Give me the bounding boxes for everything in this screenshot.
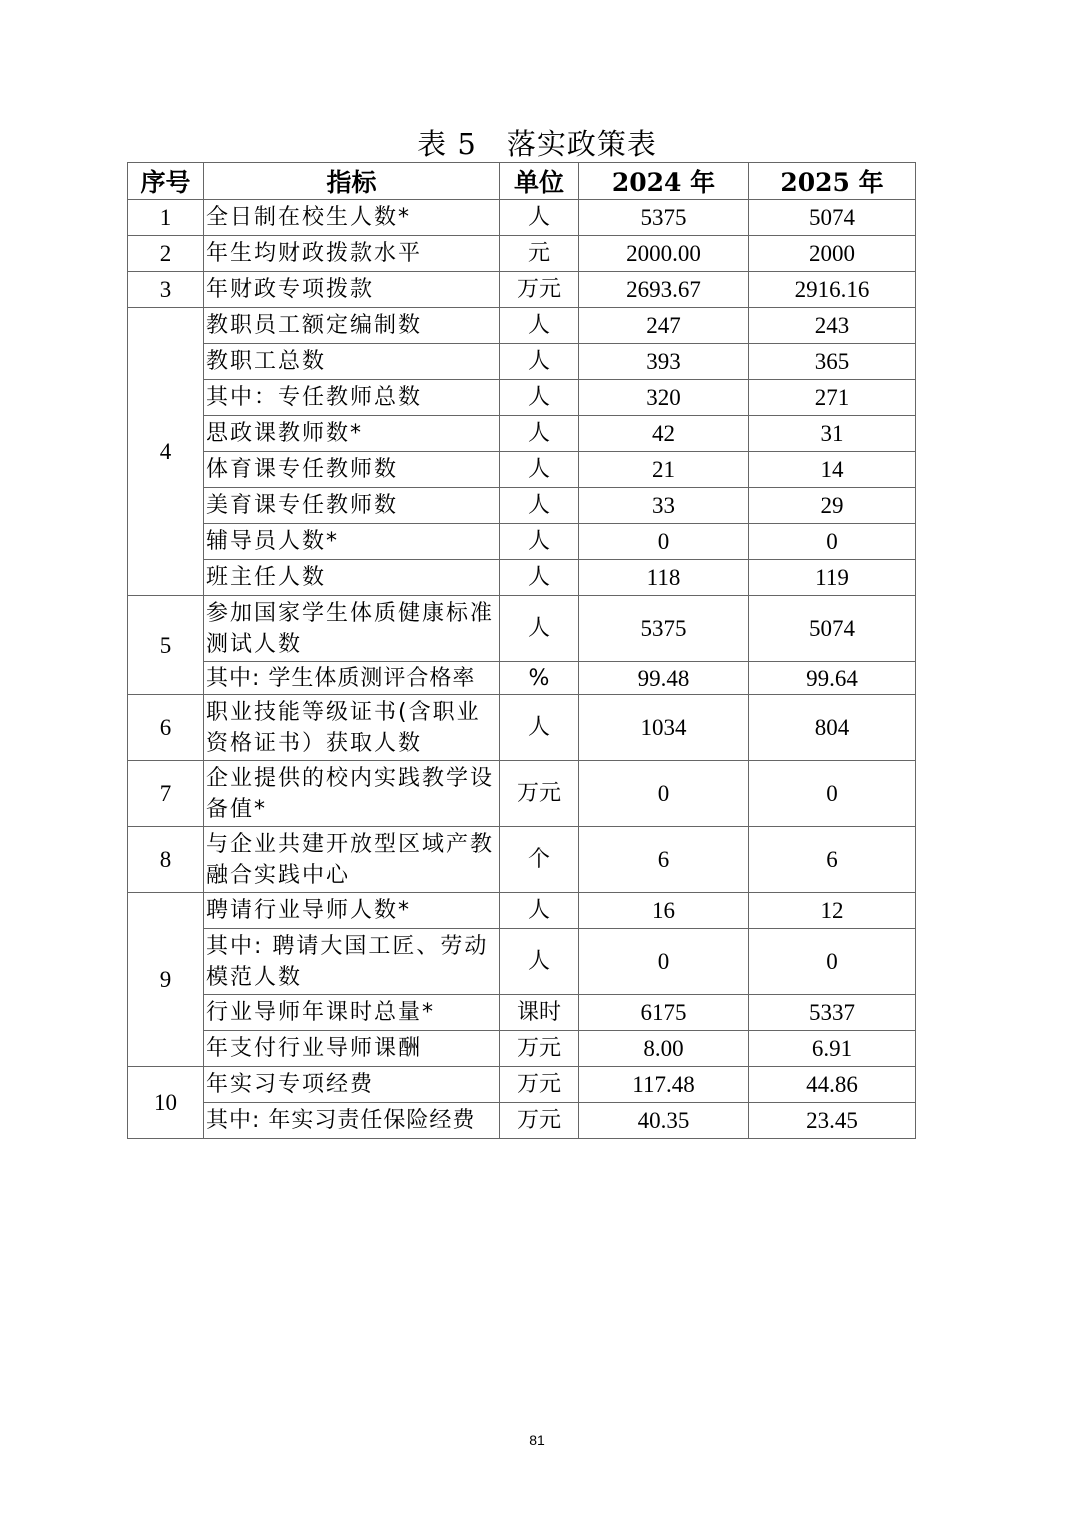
- unit-cell: 万元: [500, 1031, 579, 1067]
- value-2024-cell: 0: [579, 524, 749, 560]
- value-2024-cell: 118: [579, 560, 749, 596]
- indicator-cell: 教职工总数: [204, 344, 500, 380]
- unit-cell: 人: [500, 695, 579, 761]
- value-2024-cell: 0: [579, 929, 749, 995]
- value-2025-cell: 2000: [749, 236, 916, 272]
- unit-cell: 万元: [500, 761, 579, 827]
- seq-cell: 4: [128, 308, 204, 596]
- unit-cell: 人: [500, 488, 579, 524]
- unit-cell: 人: [500, 893, 579, 929]
- seq-cell: 3: [128, 272, 204, 308]
- value-2025-cell: 6.91: [749, 1031, 916, 1067]
- table-row: [128, 452, 916, 488]
- indicator-cell: 年支付行业导师课酬: [204, 1031, 500, 1067]
- unit-cell: 万元: [500, 1067, 579, 1103]
- unit-cell: 课时: [500, 995, 579, 1031]
- indicator-cell: 企业提供的校内实践教学设备值*: [204, 761, 500, 827]
- table-row: [128, 893, 916, 929]
- value-2024-cell: 99.48: [579, 662, 749, 695]
- value-2024-cell: 21: [579, 452, 749, 488]
- value-2025-cell: 5074: [749, 596, 916, 662]
- indicator-cell: 职业技能等级证书(含职业资格证书）获取人数: [204, 695, 500, 761]
- header-seq: 序号: [128, 163, 204, 200]
- seq-cell: 6: [128, 695, 204, 761]
- unit-cell: 万元: [500, 272, 579, 308]
- table-row: [128, 662, 916, 695]
- table-row: [128, 344, 916, 380]
- value-2024-cell: 42: [579, 416, 749, 452]
- value-2025-cell: 0: [749, 929, 916, 995]
- table-row: [128, 1067, 916, 1103]
- unit-cell: 人: [500, 596, 579, 662]
- table-row: [128, 827, 916, 893]
- page-number: 81: [529, 1432, 545, 1448]
- value-2024-cell: 320: [579, 380, 749, 416]
- table-row: [128, 524, 916, 560]
- indicator-cell: 其中: 年实习责任保险经费: [204, 1103, 500, 1139]
- value-2024-cell: 5375: [579, 200, 749, 236]
- unit-cell: 人: [500, 380, 579, 416]
- seq-cell: 1: [128, 200, 204, 236]
- indicator-cell: 其中: 聘请大国工匠、劳动模范人数: [204, 929, 500, 995]
- indicator-cell: 其中: 学生体质测评合格率: [204, 662, 500, 695]
- value-2024-cell: 247: [579, 308, 749, 344]
- table-row: [128, 200, 916, 236]
- unit-cell: 人: [500, 416, 579, 452]
- value-2025-cell: 31: [749, 416, 916, 452]
- seq-cell: 5: [128, 596, 204, 695]
- indicator-cell: 年实习专项经费: [204, 1067, 500, 1103]
- seq-cell: 2: [128, 236, 204, 272]
- header-2024: 2024 年: [579, 163, 749, 200]
- table-row: [128, 272, 916, 308]
- value-2025-cell: 29: [749, 488, 916, 524]
- value-2024-cell: 0: [579, 761, 749, 827]
- value-2025-cell: 5074: [749, 200, 916, 236]
- indicator-cell: 聘请行业导师人数*: [204, 893, 500, 929]
- table-row: [128, 308, 916, 344]
- table-row: [128, 236, 916, 272]
- table-row: [128, 560, 916, 596]
- value-2025-cell: 271: [749, 380, 916, 416]
- table-row: [128, 1031, 916, 1067]
- unit-cell: 元: [500, 236, 579, 272]
- unit-cell: 人: [500, 524, 579, 560]
- value-2024-cell: 33: [579, 488, 749, 524]
- header-2025: 2025 年: [749, 163, 916, 200]
- indicator-cell: 全日制在校生人数*: [204, 200, 500, 236]
- policy-table: [127, 162, 916, 1139]
- value-2025-cell: 23.45: [749, 1103, 916, 1139]
- value-2025-cell: 6: [749, 827, 916, 893]
- value-2025-cell: 44.86: [749, 1067, 916, 1103]
- value-2024-cell: 6: [579, 827, 749, 893]
- header-unit: 单位: [500, 163, 579, 200]
- unit-cell: 万元: [500, 1103, 579, 1139]
- seq-cell: 7: [128, 761, 204, 827]
- unit-cell: 人: [500, 452, 579, 488]
- indicator-cell: 班主任人数: [204, 560, 500, 596]
- indicator-cell: 行业导师年课时总量*: [204, 995, 500, 1031]
- value-2024-cell: 6175: [579, 995, 749, 1031]
- table-row: [128, 995, 916, 1031]
- unit-cell: 个: [500, 827, 579, 893]
- seq-cell: 8: [128, 827, 204, 893]
- table-row: [128, 596, 916, 662]
- unit-cell: 人: [500, 344, 579, 380]
- value-2024-cell: 2000.00: [579, 236, 749, 272]
- value-2025-cell: 0: [749, 524, 916, 560]
- value-2025-cell: 99.64: [749, 662, 916, 695]
- table-row: [128, 416, 916, 452]
- value-2024-cell: 117.48: [579, 1067, 749, 1103]
- indicator-cell: 年财政专项拨款: [204, 272, 500, 308]
- indicator-cell: 教职员工额定编制数: [204, 308, 500, 344]
- indicator-cell: 美育课专任教师数: [204, 488, 500, 524]
- unit-cell: 人: [500, 929, 579, 995]
- indicator-cell: 辅导员人数*: [204, 524, 500, 560]
- value-2025-cell: 0: [749, 761, 916, 827]
- value-2025-cell: 12: [749, 893, 916, 929]
- indicator-cell: 体育课专任教师数: [204, 452, 500, 488]
- value-2025-cell: 2916.16: [749, 272, 916, 308]
- unit-cell: 人: [500, 308, 579, 344]
- table-row: [128, 1103, 916, 1139]
- table-row: [128, 695, 916, 761]
- value-2024-cell: 1034: [579, 695, 749, 761]
- value-2024-cell: 40.35: [579, 1103, 749, 1139]
- value-2025-cell: 119: [749, 560, 916, 596]
- header-indicator: 指标: [204, 163, 500, 200]
- table-row: [128, 761, 916, 827]
- value-2025-cell: 365: [749, 344, 916, 380]
- indicator-cell: 年生均财政拨款水平: [204, 236, 500, 272]
- value-2024-cell: 2693.67: [579, 272, 749, 308]
- unit-cell: 人: [500, 560, 579, 596]
- indicator-cell: 与企业共建开放型区域产教融合实践中心: [204, 827, 500, 893]
- unit-cell: %: [500, 662, 579, 695]
- table-title: 表 5 落实政策表: [417, 127, 657, 161]
- seq-cell: 9: [128, 893, 204, 1067]
- value-2025-cell: 14: [749, 452, 916, 488]
- indicator-cell: 思政课教师数*: [204, 416, 500, 452]
- value-2024-cell: 8.00: [579, 1031, 749, 1067]
- value-2024-cell: 16: [579, 893, 749, 929]
- value-2025-cell: 243: [749, 308, 916, 344]
- value-2025-cell: 804: [749, 695, 916, 761]
- unit-cell: 人: [500, 200, 579, 236]
- header-row: [128, 163, 916, 200]
- table-row: [128, 488, 916, 524]
- table-row: [128, 929, 916, 995]
- indicator-cell: 其中：专任教师总数: [204, 380, 500, 416]
- value-2024-cell: 393: [579, 344, 749, 380]
- seq-cell: 10: [128, 1067, 204, 1139]
- value-2025-cell: 5337: [749, 995, 916, 1031]
- value-2024-cell: 5375: [579, 596, 749, 662]
- indicator-cell: 参加国家学生体质健康标准测试人数: [204, 596, 500, 662]
- table-row: [128, 380, 916, 416]
